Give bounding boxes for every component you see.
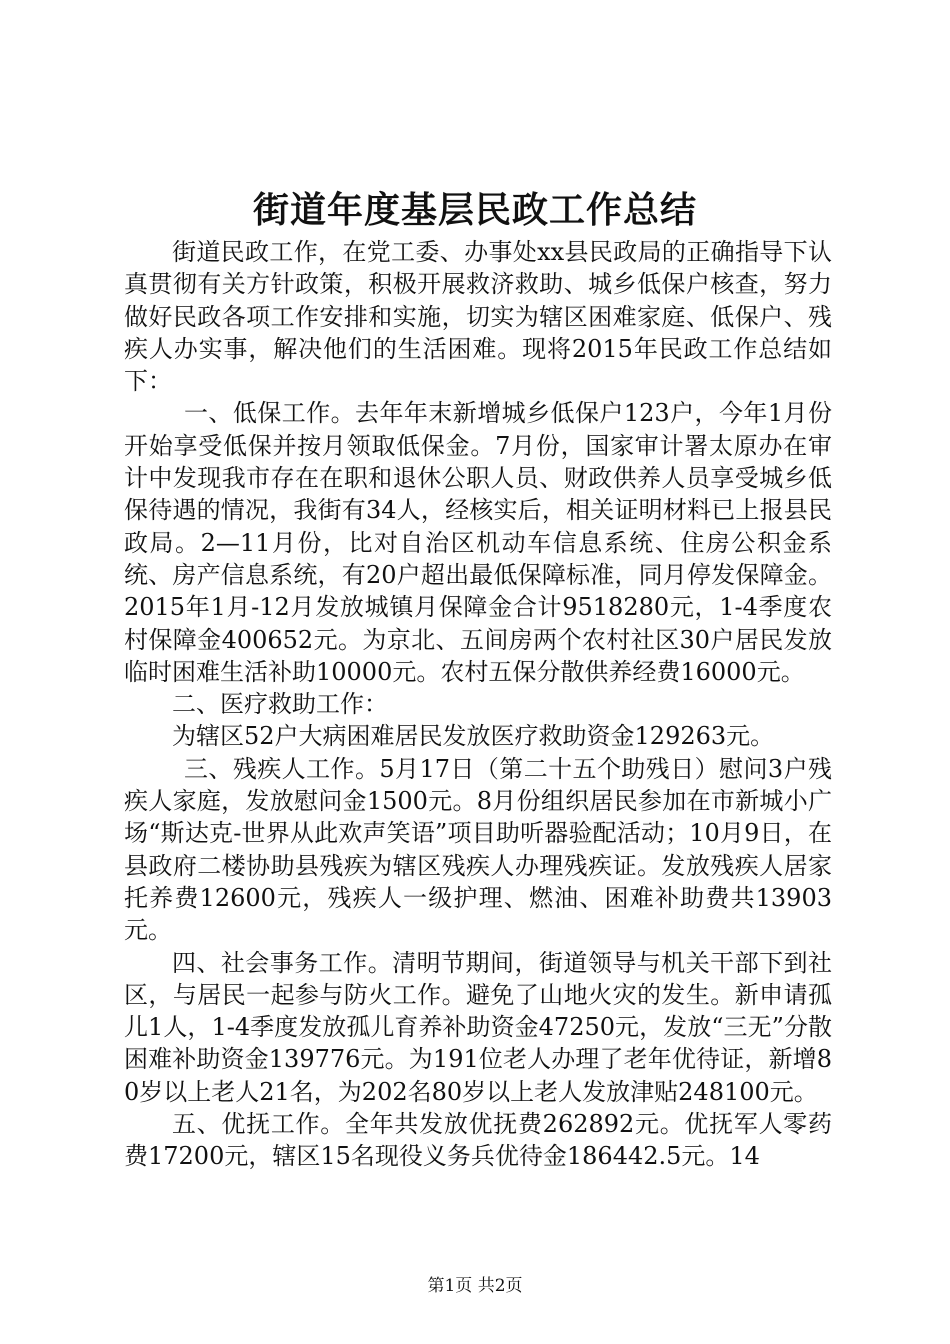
paragraph-intro: 街道民政工作，在党工委、办事处xx县民政局的正确指导下认真贯彻有关方针政策，积极开展救济救助、城乡低保户核查，努力做好民政各项工作安排和实施，切实为辖区困难家庭、低保户、残疾人办实事，解决他们的生活困难。现将2015年民政工作总结如下：	[124, 238, 832, 396]
paragraph-section-5-veterans: 五、优抚工作。全年共发放优抚费262892元。优抚军人零药费17200元，辖区15名现役义务兵优待金186442.5元。14	[124, 1110, 832, 1171]
document-title: 街道年度基层民政工作总结	[252, 189, 697, 231]
paragraph-section-2-heading: 二、医疗救助工作：	[172, 690, 388, 719]
paragraph-section-2-medical: 为辖区52户大病困难居民发放医疗救助资金129263元。	[172, 722, 775, 751]
paragraph-section-1-low-income: 一、低保工作。去年年末新增城乡低保户123户，今年1月份开始享受低保并按月领取低保金。7月份，国家审计署太原办在审计中发现我市存在在职和退休公职人员、财政供养人员享受城乡低保待遇的情况，我街有34人，经核实后，相关证明材料已上报县民政局。2—11月份，比对自治区机动车信息系统、住房公积金系统、房产信息系统，有20户超出最低保障标准，同月停发保障金。2015年1月-12月发放城镇月保障金合计9518280元，1-4季度农村保障金400652元。为京北、五间房两个农村社区30户居民发放临时困难生活补助10000元。农村五保分散供养经费16000元。	[124, 399, 832, 686]
paragraph-section-4-social-affairs: 四、社会事务工作。清明节期间，街道领导与机关干部下到社区，与居民一起参与防火工作。避免了山地火灾的发生。新申请孤儿1人，1-4季度发放孤儿育养补助资金47250元，发放“三无”分散困难补助资金139776元。为191位老人办理了老年优待证，新增80岁以上老人21名，为202名80岁以上老人发放津贴248100元。	[124, 948, 832, 1106]
document-body	[124, 236, 832, 1173]
paragraph-section-3-disability: 三、残疾人工作。5月17日（第二十五个助残日）慰问3户残疾人家庭，发放慰问金1500元。8月份组织居民参加在市新城小广场“斯达克-世界从此欢声笑语”项目助听器验配活动；10月9日，在县政府二楼协助县残疾为辖区残疾人办理残疾证。发放残疾人居家托养费12600元，残疾人一级护理、燃油、困难补助费共13903元。	[124, 754, 832, 945]
page-number-footer: 第1页 共2页	[427, 1276, 523, 1296]
